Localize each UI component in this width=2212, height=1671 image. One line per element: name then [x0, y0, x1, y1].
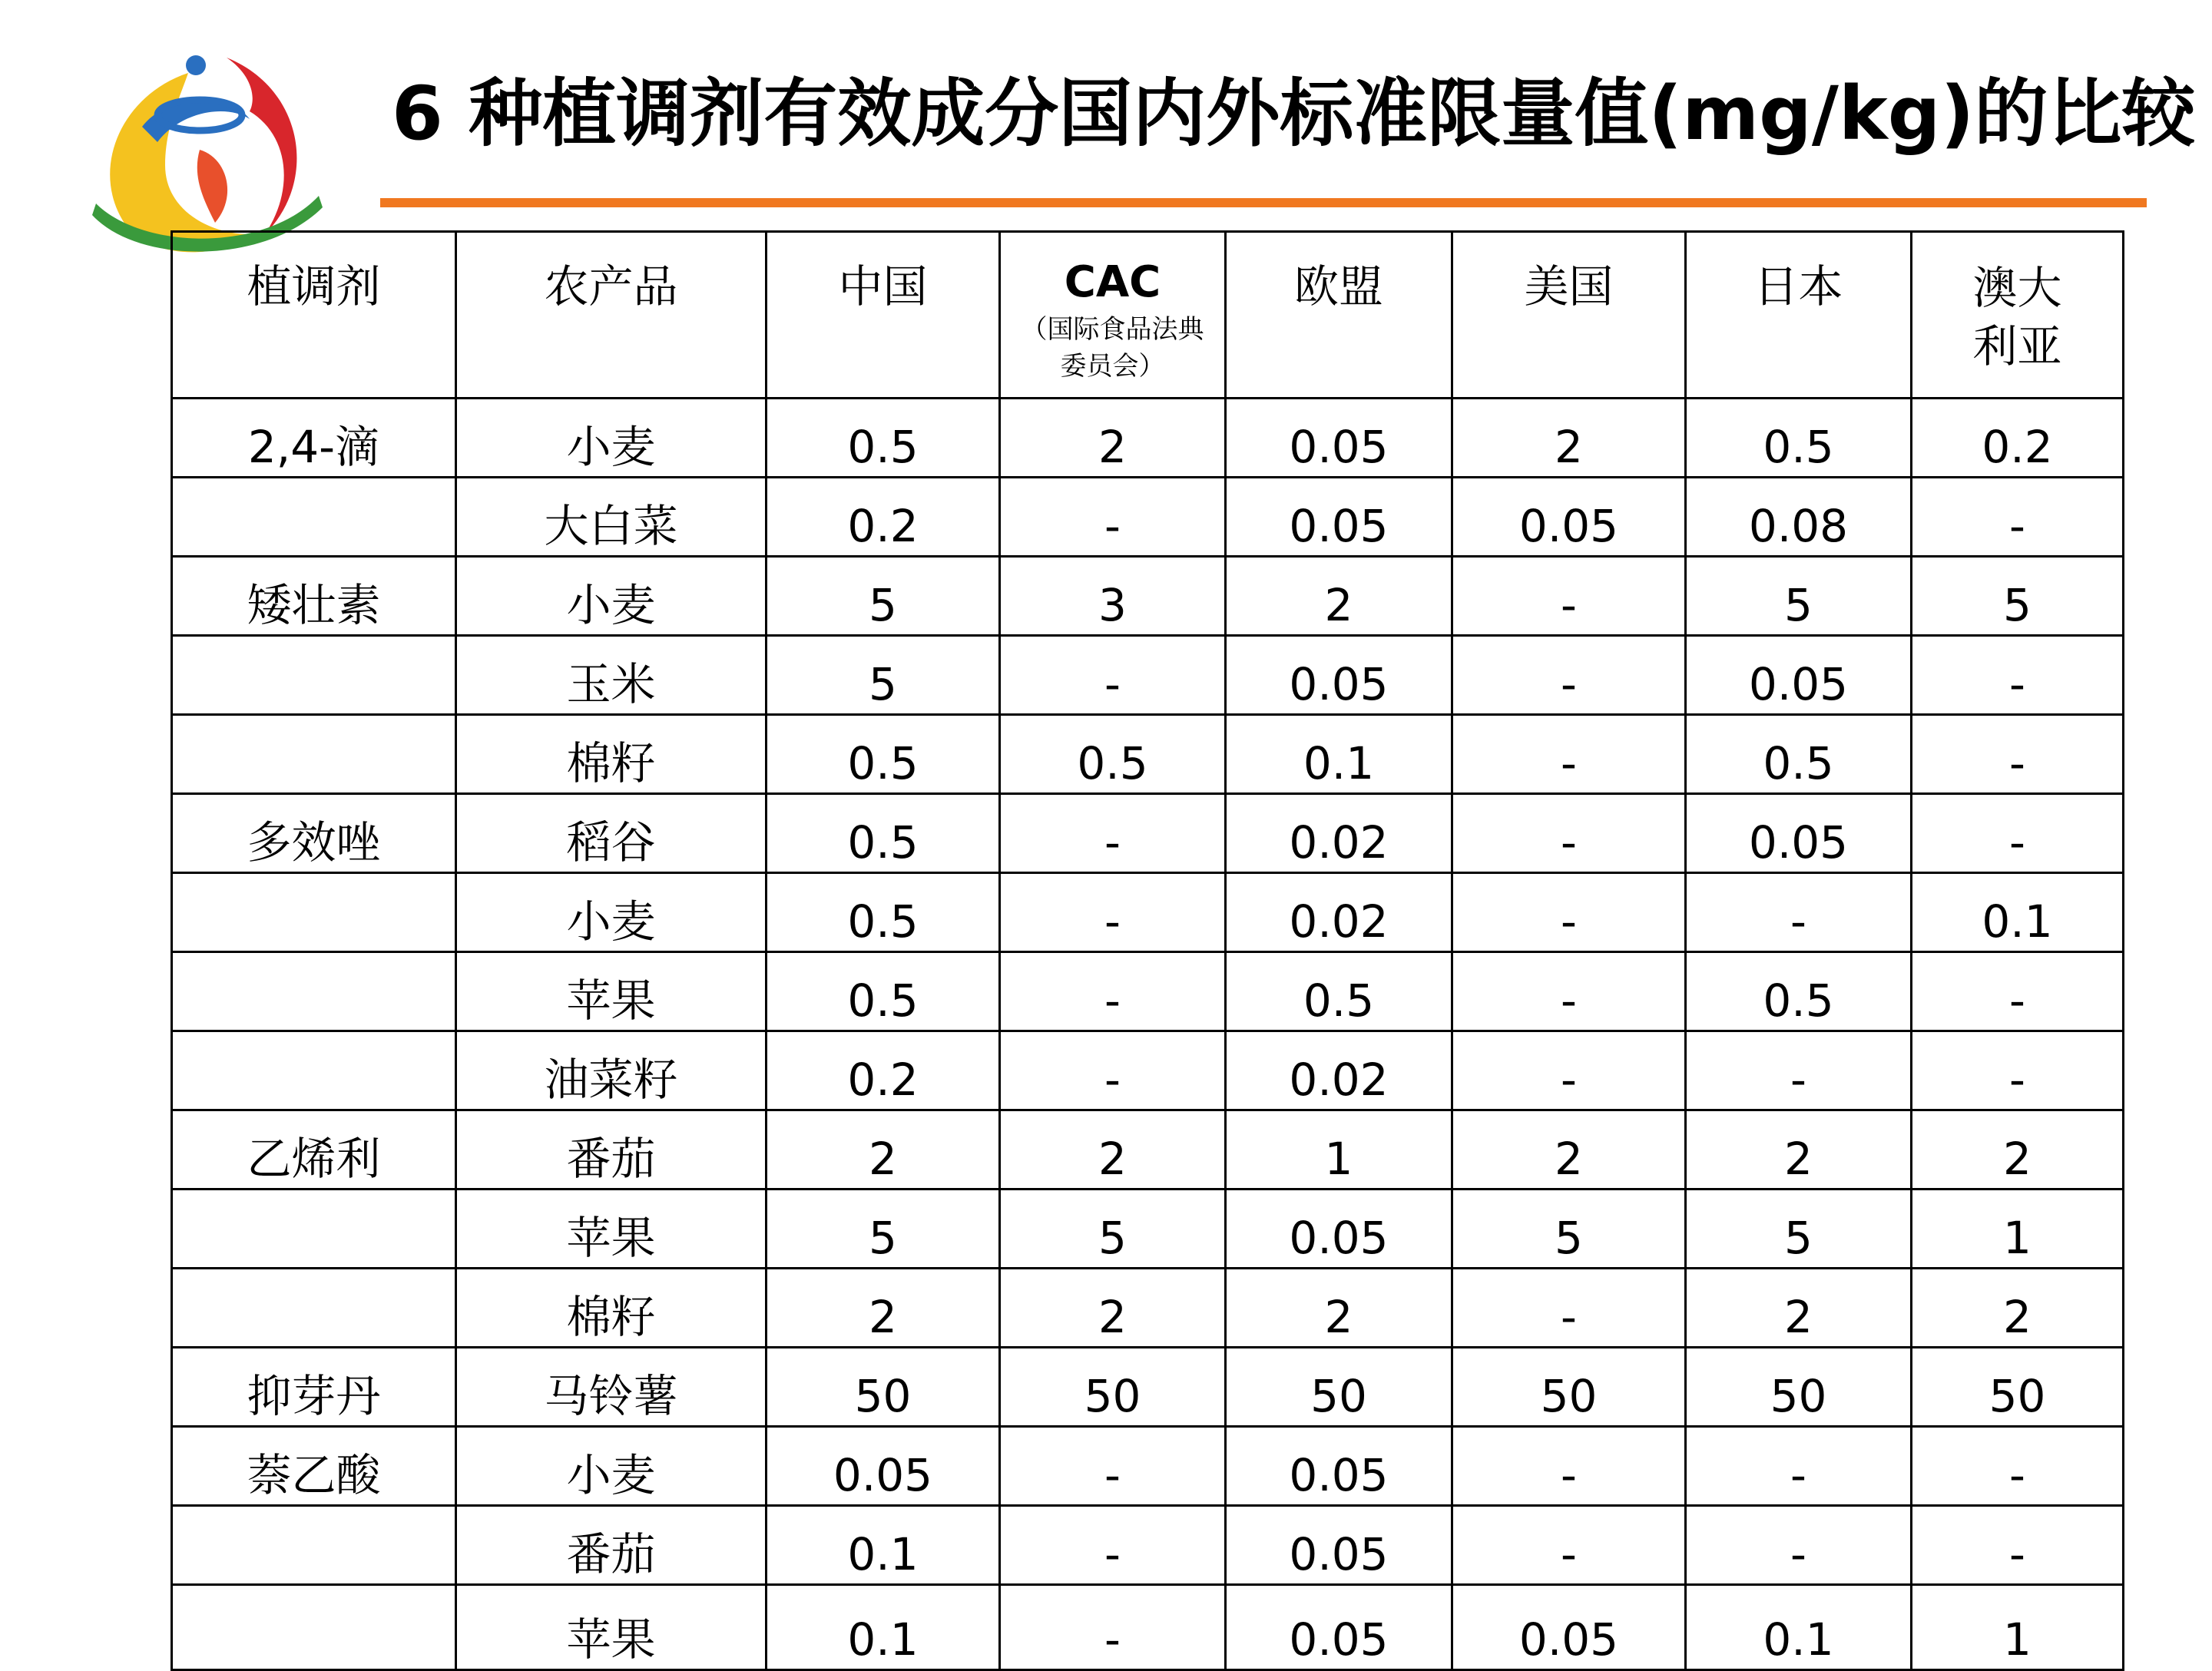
table-row	[172, 715, 2124, 794]
table-row	[172, 794, 2124, 873]
cell-regulator: 多效唑	[172, 794, 456, 873]
cell-japan: 2	[1686, 1269, 1912, 1348]
cell-australia: -	[1912, 794, 2124, 873]
cell-regulator	[172, 952, 456, 1031]
cell-cac: 5	[1000, 1190, 1226, 1269]
cell-regulator: 2,4-滴	[172, 399, 456, 478]
cell-china: 0.5	[767, 715, 1000, 794]
cell-japan: 5	[1686, 1190, 1912, 1269]
table-row	[172, 1348, 2124, 1427]
cell-australia: -	[1912, 478, 2124, 557]
cell-product: 小麦	[456, 1427, 767, 1506]
cell-product: 苹果	[456, 1585, 767, 1670]
cell-china: 2	[767, 1110, 1000, 1190]
cell-japan: 0.5	[1686, 952, 1912, 1031]
logo-red-flame	[227, 58, 296, 234]
cell-product: 小麦	[456, 873, 767, 952]
cell-eu: 0.02	[1226, 1031, 1452, 1110]
cell-product: 苹果	[456, 1190, 767, 1269]
table-row	[172, 873, 2124, 952]
cell-regulator	[172, 873, 456, 952]
table-row	[172, 1585, 2124, 1670]
cell-australia: 5	[1912, 557, 2124, 636]
cell-australia: -	[1912, 1427, 2124, 1506]
cell-cac: -	[1000, 1506, 1226, 1585]
cell-cac: -	[1000, 1427, 1226, 1506]
table-row	[172, 952, 2124, 1031]
page-title: 6 种植调剂有效成分国内外标准限量值(mg/kg)的比较	[392, 71, 2196, 157]
cell-china: 0.2	[767, 1031, 1000, 1110]
cell-eu: 0.05	[1226, 1427, 1452, 1506]
cell-japan: 0.08	[1686, 478, 1912, 557]
cell-australia: 1	[1912, 1585, 2124, 1670]
cell-regulator	[172, 1506, 456, 1585]
cell-eu: 0.05	[1226, 1190, 1452, 1269]
cell-australia: 2	[1912, 1269, 2124, 1348]
cell-china: 0.2	[767, 478, 1000, 557]
cell-usa: -	[1452, 873, 1686, 952]
cell-product: 棉籽	[456, 715, 767, 794]
table-row	[172, 1110, 2124, 1190]
cell-eu: 0.02	[1226, 794, 1452, 873]
cell-product: 大白菜	[456, 478, 767, 557]
header-australia-label: 澳大利亚	[1972, 262, 2062, 372]
cell-eu: 0.5	[1226, 952, 1452, 1031]
cell-australia: -	[1912, 636, 2124, 715]
cell-usa: 0.05	[1452, 1585, 1686, 1670]
cell-japan: 0.5	[1686, 715, 1912, 794]
cell-eu: 0.1	[1226, 715, 1452, 794]
cell-product: 小麦	[456, 557, 767, 636]
cell-cac: -	[1000, 873, 1226, 952]
cell-usa: 2	[1452, 1110, 1686, 1190]
cell-usa: 5	[1452, 1190, 1686, 1269]
cell-cac: -	[1000, 1031, 1226, 1110]
cell-product: 番茄	[456, 1110, 767, 1190]
header-japan: 日本	[1686, 232, 1912, 399]
cell-japan: 0.05	[1686, 636, 1912, 715]
cell-japan: -	[1686, 873, 1912, 952]
cell-regulator	[172, 636, 456, 715]
header-product: 农产品	[456, 232, 767, 399]
cell-japan: 2	[1686, 1110, 1912, 1190]
cell-usa: -	[1452, 557, 1686, 636]
cell-eu: 0.05	[1226, 636, 1452, 715]
cell-australia: 50	[1912, 1348, 2124, 1427]
cell-china: 0.5	[767, 794, 1000, 873]
logo-red-leaf	[197, 150, 227, 223]
cell-regulator	[172, 715, 456, 794]
cell-eu: 2	[1226, 557, 1452, 636]
header-regulator: 植调剂	[172, 232, 456, 399]
header-row	[172, 232, 2124, 399]
limits-table	[171, 230, 2124, 1671]
cell-product: 马铃薯	[456, 1348, 767, 1427]
cell-regulator	[172, 1190, 456, 1269]
cell-eu: 0.05	[1226, 478, 1452, 557]
cell-cac: 0.5	[1000, 715, 1226, 794]
cell-japan: 50	[1686, 1348, 1912, 1427]
header-china: 中国	[767, 232, 1000, 399]
cell-japan: 0.5	[1686, 399, 1912, 478]
cell-china: 5	[767, 557, 1000, 636]
cell-china: 5	[767, 636, 1000, 715]
cell-china: 0.1	[767, 1585, 1000, 1670]
header-usa: 美国	[1452, 232, 1686, 399]
cell-regulator	[172, 1031, 456, 1110]
table-row	[172, 636, 2124, 715]
table-row	[172, 557, 2124, 636]
cell-eu: 0.05	[1226, 1585, 1452, 1670]
cell-cac: 2	[1000, 1110, 1226, 1190]
cell-regulator: 矮壮素	[172, 557, 456, 636]
cell-regulator	[172, 478, 456, 557]
cell-australia: 1	[1912, 1190, 2124, 1269]
cell-product: 油菜籽	[456, 1031, 767, 1110]
cell-japan: 0.1	[1686, 1585, 1912, 1670]
cell-regulator: 乙烯利	[172, 1110, 456, 1190]
table-row	[172, 399, 2124, 478]
cell-product: 棉籽	[456, 1269, 767, 1348]
cell-china: 0.05	[767, 1427, 1000, 1506]
header-cac-note: （国际食品法典委员会）	[1021, 314, 1204, 382]
cell-cac: 3	[1000, 557, 1226, 636]
cell-usa: -	[1452, 1031, 1686, 1110]
cell-usa: -	[1452, 1269, 1686, 1348]
table-row	[172, 1427, 2124, 1506]
cell-usa: 50	[1452, 1348, 1686, 1427]
cell-japan: 0.05	[1686, 794, 1912, 873]
cell-regulator: 萘乙酸	[172, 1427, 456, 1506]
cell-eu: 1	[1226, 1110, 1452, 1190]
cell-australia: -	[1912, 715, 2124, 794]
cell-regulator	[172, 1585, 456, 1670]
title-underline	[380, 198, 2147, 207]
cell-usa: -	[1452, 794, 1686, 873]
cell-usa: -	[1452, 636, 1686, 715]
cell-cac: -	[1000, 794, 1226, 873]
cell-eu: 0.05	[1226, 1506, 1452, 1585]
cell-australia: -	[1912, 1506, 2124, 1585]
cell-regulator	[172, 1269, 456, 1348]
header-eu: 欧盟	[1226, 232, 1452, 399]
cell-japan: 5	[1686, 557, 1912, 636]
cell-japan: -	[1686, 1427, 1912, 1506]
table-row	[172, 478, 2124, 557]
cell-usa: -	[1452, 1506, 1686, 1585]
header-cac	[1000, 232, 1226, 399]
cell-usa: 0.05	[1452, 478, 1686, 557]
cell-australia: -	[1912, 1031, 2124, 1110]
cell-eu: 2	[1226, 1269, 1452, 1348]
cell-cac: -	[1000, 478, 1226, 557]
cell-usa: -	[1452, 1427, 1686, 1506]
table-row	[172, 1031, 2124, 1110]
cell-product: 稻谷	[456, 794, 767, 873]
cell-eu: 0.05	[1226, 399, 1452, 478]
header-australia	[1912, 232, 2124, 399]
cell-regulator: 抑芽丹	[172, 1348, 456, 1427]
cell-cac: -	[1000, 952, 1226, 1031]
cell-eu: 50	[1226, 1348, 1452, 1427]
cell-cac: 2	[1000, 399, 1226, 478]
cell-usa: -	[1452, 952, 1686, 1031]
cell-china: 0.5	[767, 399, 1000, 478]
cell-australia: -	[1912, 952, 2124, 1031]
cell-australia: 2	[1912, 1110, 2124, 1190]
cell-japan: -	[1686, 1506, 1912, 1585]
cell-cac: 2	[1000, 1269, 1226, 1348]
cell-product: 苹果	[456, 952, 767, 1031]
cell-china: 0.5	[767, 873, 1000, 952]
cell-china: 0.1	[767, 1506, 1000, 1585]
cell-cac: -	[1000, 636, 1226, 715]
cell-cac: 50	[1000, 1348, 1226, 1427]
cell-china: 5	[767, 1190, 1000, 1269]
cell-product: 小麦	[456, 399, 767, 478]
cell-australia: 0.2	[1912, 399, 2124, 478]
cell-cac: -	[1000, 1585, 1226, 1670]
logo-blue-dot	[186, 55, 206, 75]
table-row	[172, 1269, 2124, 1348]
header-cac-label: CAC	[1064, 257, 1161, 307]
table-row	[172, 1190, 2124, 1269]
cell-eu: 0.02	[1226, 873, 1452, 952]
cell-australia: 0.1	[1912, 873, 2124, 952]
cell-japan: -	[1686, 1031, 1912, 1110]
cell-usa: -	[1452, 715, 1686, 794]
table-row	[172, 1506, 2124, 1585]
cell-product: 番茄	[456, 1506, 767, 1585]
cell-china: 2	[767, 1269, 1000, 1348]
cell-usa: 2	[1452, 399, 1686, 478]
cell-china: 50	[767, 1348, 1000, 1427]
cell-product: 玉米	[456, 636, 767, 715]
cell-china: 0.5	[767, 952, 1000, 1031]
